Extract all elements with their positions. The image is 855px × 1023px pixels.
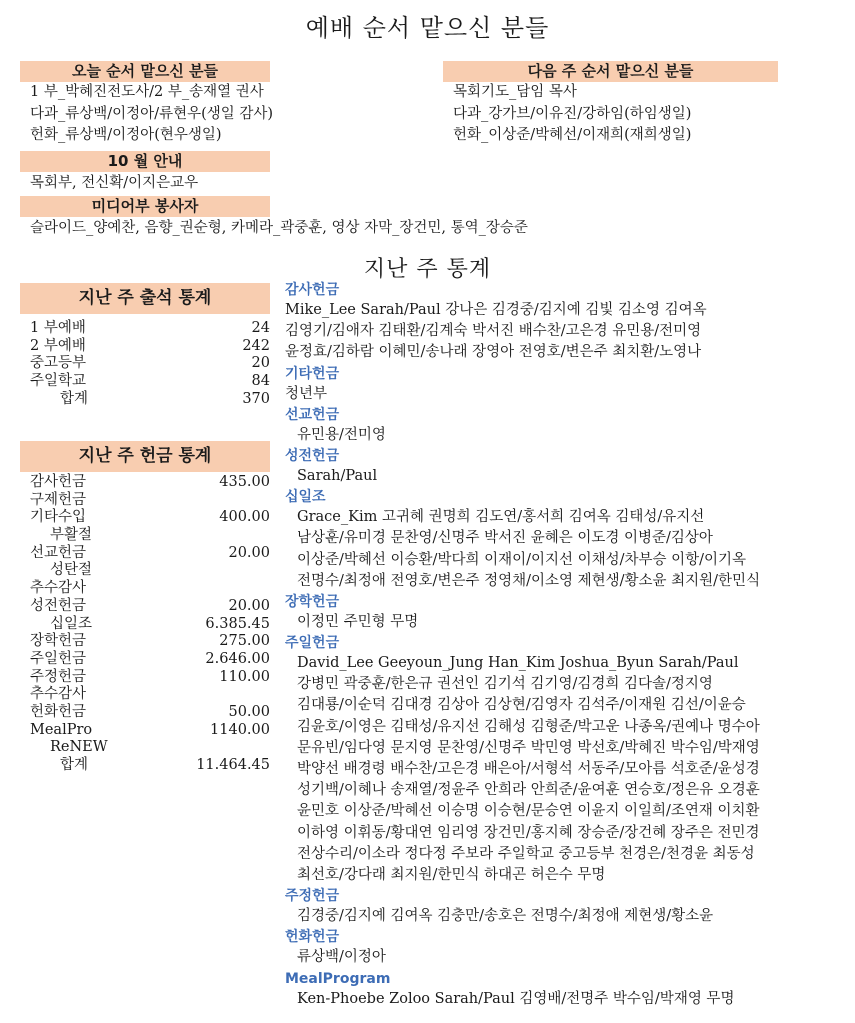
media-volunteers-header: 미디어부 봉사자 [20,196,270,217]
media-volunteers-line: 슬라이드_양예찬, 음향_권순형, 카메라_곽중훈, 영상 자막_장건민, 통역_장승준 [30,220,528,236]
next-week-roles-list [453,82,691,147]
donor-line: 강병민 곽중훈/한은규 권선인 김기석 김기영/김경희 김다솔/정지영 [297,676,713,693]
donor-line: 최선호/강다래 최지원/한민식 하대곤 허은수 무명 [297,866,606,883]
donor-line: Sarah/Paul [297,467,378,484]
table-row: 감사헌금 435.00 [30,474,270,490]
donor-line: 이상준/박혜선 이승환/박다희 이재이/이지선 이채성/차부승 이항/이기옥 [297,551,747,568]
donor-lists [285,280,850,1010]
donor-section-title: 헌화헌금 [285,929,340,946]
table-row: 주정헌금 110.00 [30,668,270,685]
donor-line: 이정민 주민형 무명 [297,613,419,630]
donor-section-title: 십일조 [285,489,326,506]
offering-header: 지난 주 헌금 통계 [20,441,270,472]
today-roles-list [30,82,273,147]
donor-line: 박양선 배경령 배수찬/고은경 배은아/서형석 서동주/모아름 석호준/윤성경 [297,761,760,777]
donor-line: Grace_Kim 고귀혜 권명희 김도연/홍서희 김여옥 김태성/유지선 [297,509,705,526]
next-week-role-line: 목회기도_담임 목사 [453,84,577,100]
table-row: 구제헌금 [30,491,87,508]
stats-title: 지난 주 통계 [363,257,492,282]
donor-line: 남상훈/유미경 문찬영/신명주 박서진 윤혜은 이도경 이병준/김상아 [297,530,713,547]
donor-line: 문유빈/임다영 문지영 문찬영/신명주 박민영 박선호/박혜진 박수임/박재영 [297,739,760,756]
table-row: 주일헌금 2.646.00 [30,650,270,667]
donor-line: 전명수/최정애 전영호/변은주 정영채/이소영 제현생/황소윤 최지원/한민식 [297,572,761,589]
donor-line: 유민용/전미영 [297,426,386,443]
table-row: 기타수입 400.00 [30,509,270,526]
today-roles-header: 오늘 순서 맡으신 분들 [20,61,270,82]
donor-line: Ken-Phoebe Zoloo Sarah/Paul 김영배/전명주 박수임/박재영 무명 [297,990,735,1007]
table-row: 헌화헌금 50.00 [30,703,270,720]
table-row: 주일학교 84 [30,373,270,390]
donor-section-title: 성전헌금 [285,447,340,464]
donor-line: 청년부 [285,385,328,402]
table-row: 추수감사 [30,686,87,703]
donor-line: 김영기/김애자 김태환/김계숙 박서진 배수찬/고은경 유민용/전미영 [285,323,702,340]
donor-line: 윤정효/김하람 이혜민/송나래 장영아 전영호/변은주 최치환/노영나 [285,344,702,361]
next-week-role-line: 헌화_이상준/박혜선/이재희(재희생일) [453,127,692,143]
next-week-role-line: 다과_강가브/이유진/강하임(하임생일) [453,105,692,122]
table-row: 1 부예배 24 [30,320,270,336]
donor-line: 전상수리/이소라 정다정 주보라 주일학교 중고등부 천경은/천경윤 최동성 [297,845,755,862]
donor-line: 윤민호 이상준/박혜선 이승명 이승현/문승연 이윤지 이일희/조연재 이치환 [297,803,760,820]
donor-line: Mike_Lee Sarah/Paul 강나은 김경중/김지예 김빛 김소영 김여옥 [285,302,707,318]
donor-section-title: MealProgram [285,970,391,987]
october-notice-line: 목회부, 전신확/이지은교우 [30,175,199,191]
donor-section-title: 감사헌금 [285,282,340,298]
donor-line: 김경중/김지예 김여옥 김충만/송호은 전명수/최정애 제현생/황소윤 [297,908,714,925]
donor-line: 성기백/이혜나 송재열/정윤주 안희라 안희준/윤여훈 연승호/정은유 오경훈 [297,782,760,799]
attendance-header: 지난 주 출석 통계 [20,283,270,314]
donor-section-title: 선교헌금 [285,406,340,423]
today-role-line: 다과_류상백/이정아/류현우(생일 감사) [30,105,274,122]
table-row: 추수감사 [30,580,87,597]
donor-section-title: 장학헌금 [285,593,340,610]
table-row: 십일조 6.385.45 [50,615,270,632]
today-role-line: 헌화_류상백/이정아(현우생일) [30,127,222,143]
offering-total-row: 합계 11.464.45 [60,757,270,773]
table-row: MealPro 1140.00 [30,721,270,738]
table-row: 중고등부 20 [30,355,270,372]
table-row: 2 부예배 242 [30,337,270,354]
page-title: 예배 순서 맡으신 분들 [305,14,550,42]
attendance-total-row: 합계 370 [60,390,270,407]
table-row: 장학헌금 275.00 [30,633,270,650]
attendance-table [30,320,270,408]
offering-table [30,474,270,775]
donor-section-title: 기타헌금 [285,365,340,382]
table-row: 성전헌금 20.00 [30,597,270,614]
donor-section-title: 주정헌금 [285,888,340,905]
october-notice-header: 10 월 안내 [20,151,270,172]
donor-line: 김윤호/이영은 김태성/유지선 김해성 김형준/박고운 나종옥/권예나 명수아 [297,718,760,735]
table-row: ReNEW [50,739,108,756]
table-row: 선교헌금 20.00 [30,544,270,561]
today-role-line: 1 부_박혜진전도사/2 부_송재열 권사 [30,84,264,100]
donor-line: 이하영 이휘동/황대연 임리영 장건민/홍지혜 장승준/장건혜 장주은 전민경 [297,824,760,841]
donor-line: 김대룡/이순덕 김대경 김상아 김상현/김영자 김석주/이재원 김선/이윤승 [297,697,746,714]
donor-line: 류상백/이정아 [297,949,386,966]
table-row: 부활절 [50,527,93,544]
donor-line: David_Lee Geeyoun_Jung Han_Kim Joshua_Byun Sarah/Paul [297,655,739,672]
donor-section-title: 주일헌금 [285,635,340,652]
next-week-roles-header: 다음 주 순서 맡으신 분들 [443,61,778,82]
table-row: 성탄절 [50,562,93,579]
